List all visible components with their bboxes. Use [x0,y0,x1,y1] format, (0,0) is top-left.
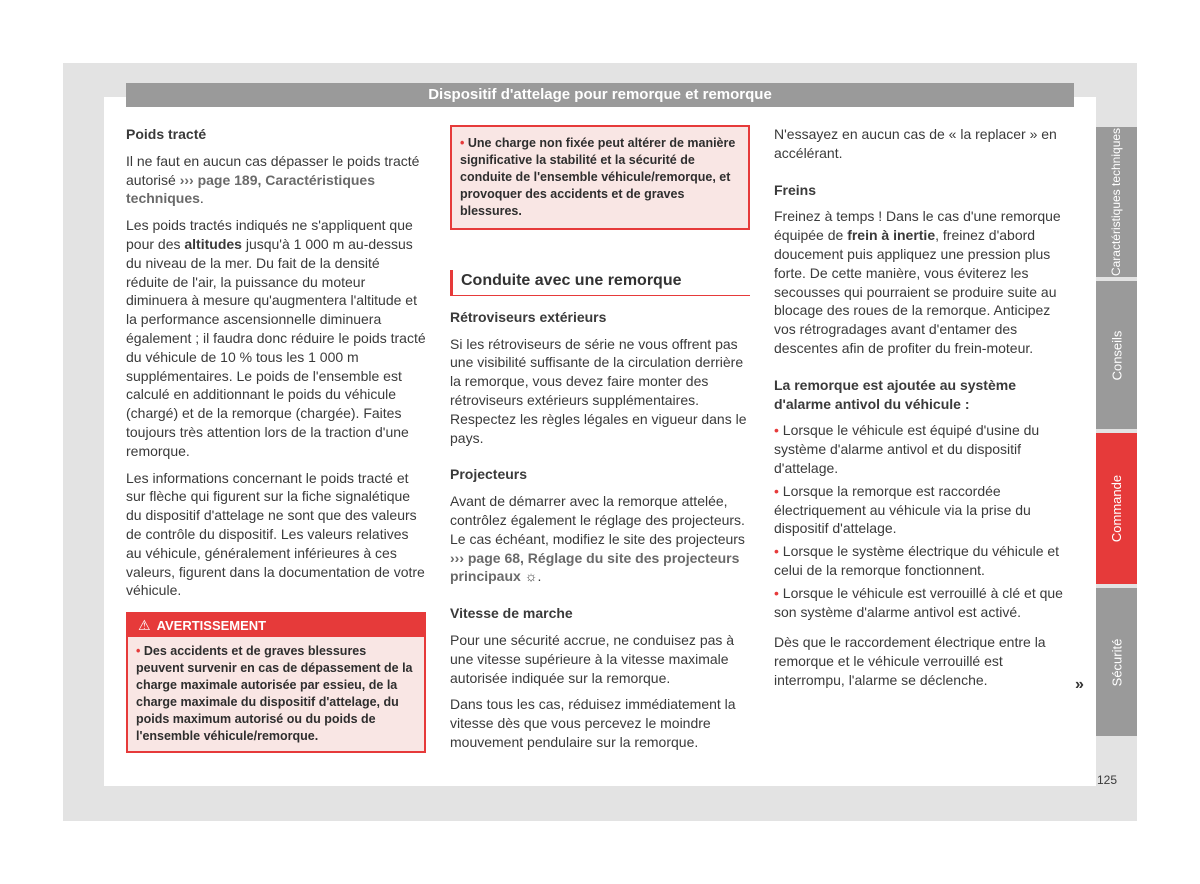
paragraph: Dans tous les cas, réduisez immédiatement la vitesse dès que vous percevez le moindre mouvement pendulaire sur la remorque. [450,696,736,750]
tab-commande[interactable] [1096,433,1137,584]
list-item [774,482,1074,538]
warning-triangle-icon: ⚠ [138,617,151,634]
subheading: Rétroviseurs extérieurs [450,308,607,325]
text: Avant de démarrer avec la remorque attelée, contrôlez également le réglage des projecteurs. Le cas échéant, modifiez le site des projecteurs [450,493,745,547]
text: Lorsque le véhicule est verrouillé à clé et que son système d'alarme antivol est activé. [774,584,1063,620]
paragraph [126,152,426,208]
section-title: Conduite avec une remorque [450,270,750,296]
tab-label: Caractéristiques techniques [1109,127,1124,277]
column-1 [126,125,426,753]
paragraph: Si les rétroviseurs de série ne vous offrent pas une visibilité suffisante de la circulation derrière la remorque, vous devez faire monter des rétroviseurs extérieurs supplémentaires. Respectez les règles légales en vigueur dans le pays. [450,335,747,446]
tab-securite[interactable] [1096,588,1137,736]
subheading: Projecteurs [450,466,528,483]
warning-text [128,637,424,751]
tab-label: Conseils [1109,330,1125,380]
bold-text: frein à inertie [847,227,936,244]
tab-caracteristiques-techniques[interactable] [1096,127,1137,277]
subheading: Vitesse de marche [450,605,573,622]
bullet-icon: • [460,136,465,150]
list-item [774,421,1074,477]
text: Lorsque le système électrique du véhicule et celui de la remorque fonctionnent. [774,543,1060,578]
text: Il ne faut en aucun cas dépasser le poids tracté autorisé [126,152,420,188]
warning-box-continued [450,125,750,230]
text: , freinez d'abord doucement puis appliquez une pression plus forte. De cette manière, vous éviterez les secousses qui pourraient se produire suite au blocage des roues de la remorque. Anticipez vos rétrogradages avant d'entamer des descentes afin de profiter du frein-moteur. [774,227,1057,356]
paragraph [774,207,1074,357]
list-item [774,584,1074,622]
tab-label: Sécurité [1109,638,1125,686]
text: jusqu'à 1 000 m au-dessus du niveau de la mer. Du fait de la densité réduite de l'air, la puissance du moteur diminuera à mesure qu'augmentera l'altitude et la performance ascensionnelle diminuera également ; il faudra donc réduire le poids tracté du véhicule de 10 % tous les 1 000 m supplémentaires. Le poids de l'ensemble est calculé en additionnant le poids du véhicule (chargé) et de la remorque (chargée). Faites toujours très attention lors de la traction d'une remorque. [126,235,426,459]
bullet-icon: • [774,584,779,601]
paragraph: N'essayez en aucun cas de « la replacer » en accélérant. [774,126,1057,161]
text: Les poids tractés indiqués ne s'appliquent que pour des [126,217,413,252]
list-item [774,542,1074,580]
warning-header [128,614,424,637]
text: Freinez à temps ! Dans le cas d'une remorque équipée de [774,208,1061,244]
warning-label: AVERTISSEMENT [156,618,267,634]
text: Lorsque le véhicule est équipé d'usine du système d'alarme antivol et du dispositif d'attelage. [774,422,1040,476]
headlight-icon: ☼ [524,568,538,585]
paragraph [450,492,750,586]
text: . [199,190,204,207]
subheading: La remorque est ajoutée au système d'alarme antivol du véhicule : [774,376,1016,412]
text: . [537,568,542,585]
page-reference-link[interactable]: ››› page 189, Caractéristiques techniques [126,171,375,207]
page-header: Dispositif d'attelage pour remorque et remorque [126,83,1074,107]
tab-conseils[interactable] [1096,281,1137,429]
page-reference-link[interactable]: ››› page 68, Réglage du site des projecteurs principaux [450,549,740,585]
text: Une charge non fixée peut altérer de manière significative la stabilité et la sécurité de conduite de l'ensemble véhicule/remorque, et provoquer des accidents et de graves blessures. [460,136,736,218]
warning-box [126,612,426,753]
column-3 [774,125,1074,698]
subheading: Freins [774,181,817,198]
paragraph: Dès que le raccordement électrique entre la remorque et le véhicule verrouillé est interrompu, l'alarme se déclenche. [774,634,1046,688]
tab-label: Commande [1109,474,1125,543]
paragraph: Les informations concernant le poids tracté et sur flèche qui figurent sur la fiche signalétique du dispositif d'attelage ne sont que des valeurs de contrôle du dispositif. Les valeurs relatives au véhicule, généralement inférieures à ces valeurs, figurent dans la documentation de votre véhicule. [126,469,425,599]
text: Des accidents et de graves blessures peuvent survenir en cas de dépassement de la charge maximale autorisée par essieu, de la charge maximale du dispositif d'attelage, du poids maximum autorisé ou du poids de l'ensemble véhicule/remorque. [136,644,413,744]
warning-text [452,127,748,228]
bullet-icon: • [774,422,779,439]
bullet-icon: • [774,482,779,499]
bullet-icon: • [774,543,779,560]
page-number: 125 [1097,773,1118,787]
bullet-icon: • [136,644,141,659]
bold-text: altitudes [184,235,242,252]
paragraph: Pour une sécurité accrue, ne conduisez pas à une vitesse supérieure à la vitesse maximale autorisée indiquée sur la remorque. [450,631,735,686]
column-2 [450,125,750,760]
continue-chevron-icon: » [1075,676,1084,693]
paragraph [126,216,426,460]
text: Lorsque la remorque est raccordée électriquement au véhicule via la prise du dispositif d'attelage. [774,482,1031,537]
heading-poids-tracte: Poids tracté [126,126,207,142]
